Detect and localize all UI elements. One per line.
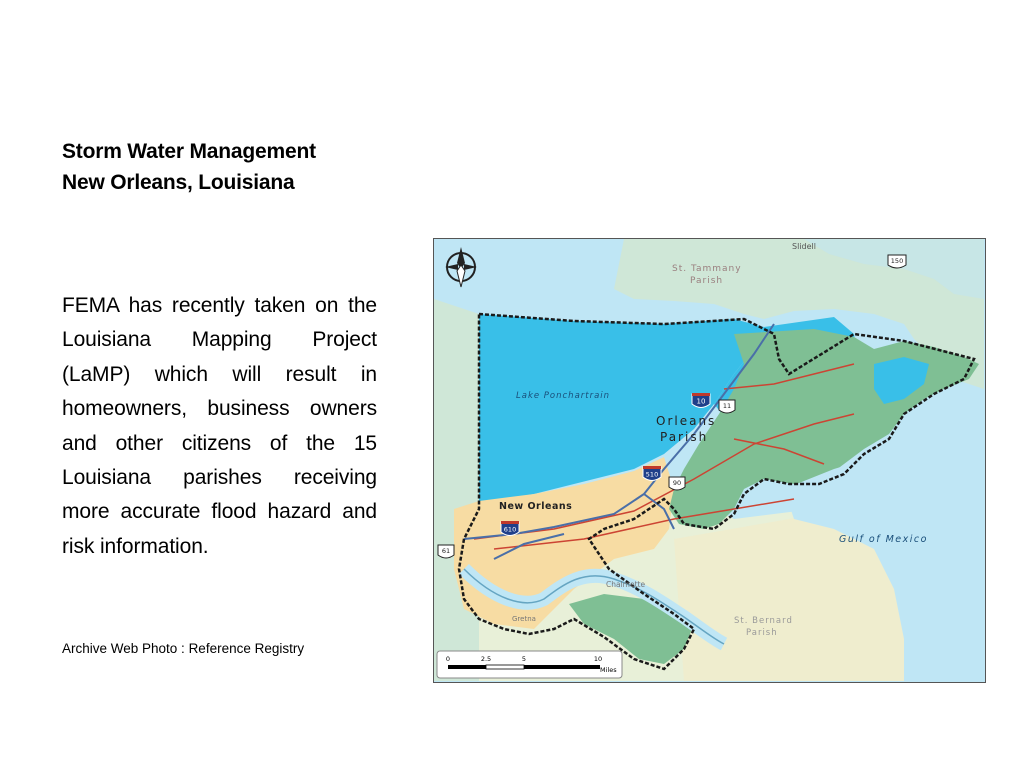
shield-us61-label: 61: [441, 547, 451, 555]
shield-us90-label: 90: [672, 479, 682, 487]
label-new-orleans: New Orleans: [499, 501, 573, 512]
slide-title: [62, 136, 392, 198]
label-st-tammany-parish: Parish: [690, 276, 724, 286]
scale-tick-10: 10: [593, 655, 603, 663]
label-st-bernard-parish: Parish: [746, 628, 778, 638]
body-paragraph: FEMA has recently taken on the Louisiana Mapping Project (LaMP) which will result in homeowners, business owners and other citizens of the 15 Louisiana parishes receiving more accurate flood hazard and risk information.: [62, 294, 377, 558]
label-st-tammany: St. Tammany: [672, 264, 742, 274]
shield-us90: [669, 477, 685, 490]
label-slidell: Slidell: [792, 242, 816, 251]
title-line-2: New Orleans, Louisiana: [62, 171, 295, 194]
shield-us11-label: 11: [722, 402, 732, 410]
label-st-bernard: St. Bernard: [734, 616, 793, 626]
shield-i510: [643, 466, 661, 481]
photo-credit: Archive Web Photo : Reference Registry: [62, 641, 305, 656]
title-line-1: Storm Water Management: [62, 140, 316, 163]
label-gulf-of-mexico: Gulf of Mexico: [839, 534, 928, 545]
map-svg: [434, 239, 984, 681]
shield-us150-label: 150: [890, 257, 904, 265]
scale-tick-2-5: 2.5: [480, 655, 492, 663]
label-orleans: Orleans: [656, 414, 717, 428]
west-land: [434, 299, 479, 681]
shield-i10-label: 10: [696, 397, 706, 406]
label-orleans-parish: Parish: [660, 430, 709, 444]
shield-i610-label: 610: [503, 525, 517, 534]
scale-bar: [437, 651, 622, 678]
label-gretna: Gretna: [512, 615, 536, 623]
label-chalmette: Chalmette: [606, 580, 646, 589]
scale-tick-0: 0: [445, 655, 451, 663]
shield-us150: [888, 255, 906, 268]
shield-i10: [692, 393, 710, 408]
shield-i510-label: 510: [645, 470, 659, 479]
shield-i610: [501, 521, 519, 536]
label-lake-ponchartrain: Lake Ponchartrain: [516, 391, 611, 401]
scale-unit: Miles: [600, 666, 617, 674]
shield-us61: [438, 545, 454, 558]
scale-tick-5: 5: [521, 655, 527, 663]
orleans-parish-map: [433, 238, 986, 683]
shield-us11: [719, 400, 735, 413]
